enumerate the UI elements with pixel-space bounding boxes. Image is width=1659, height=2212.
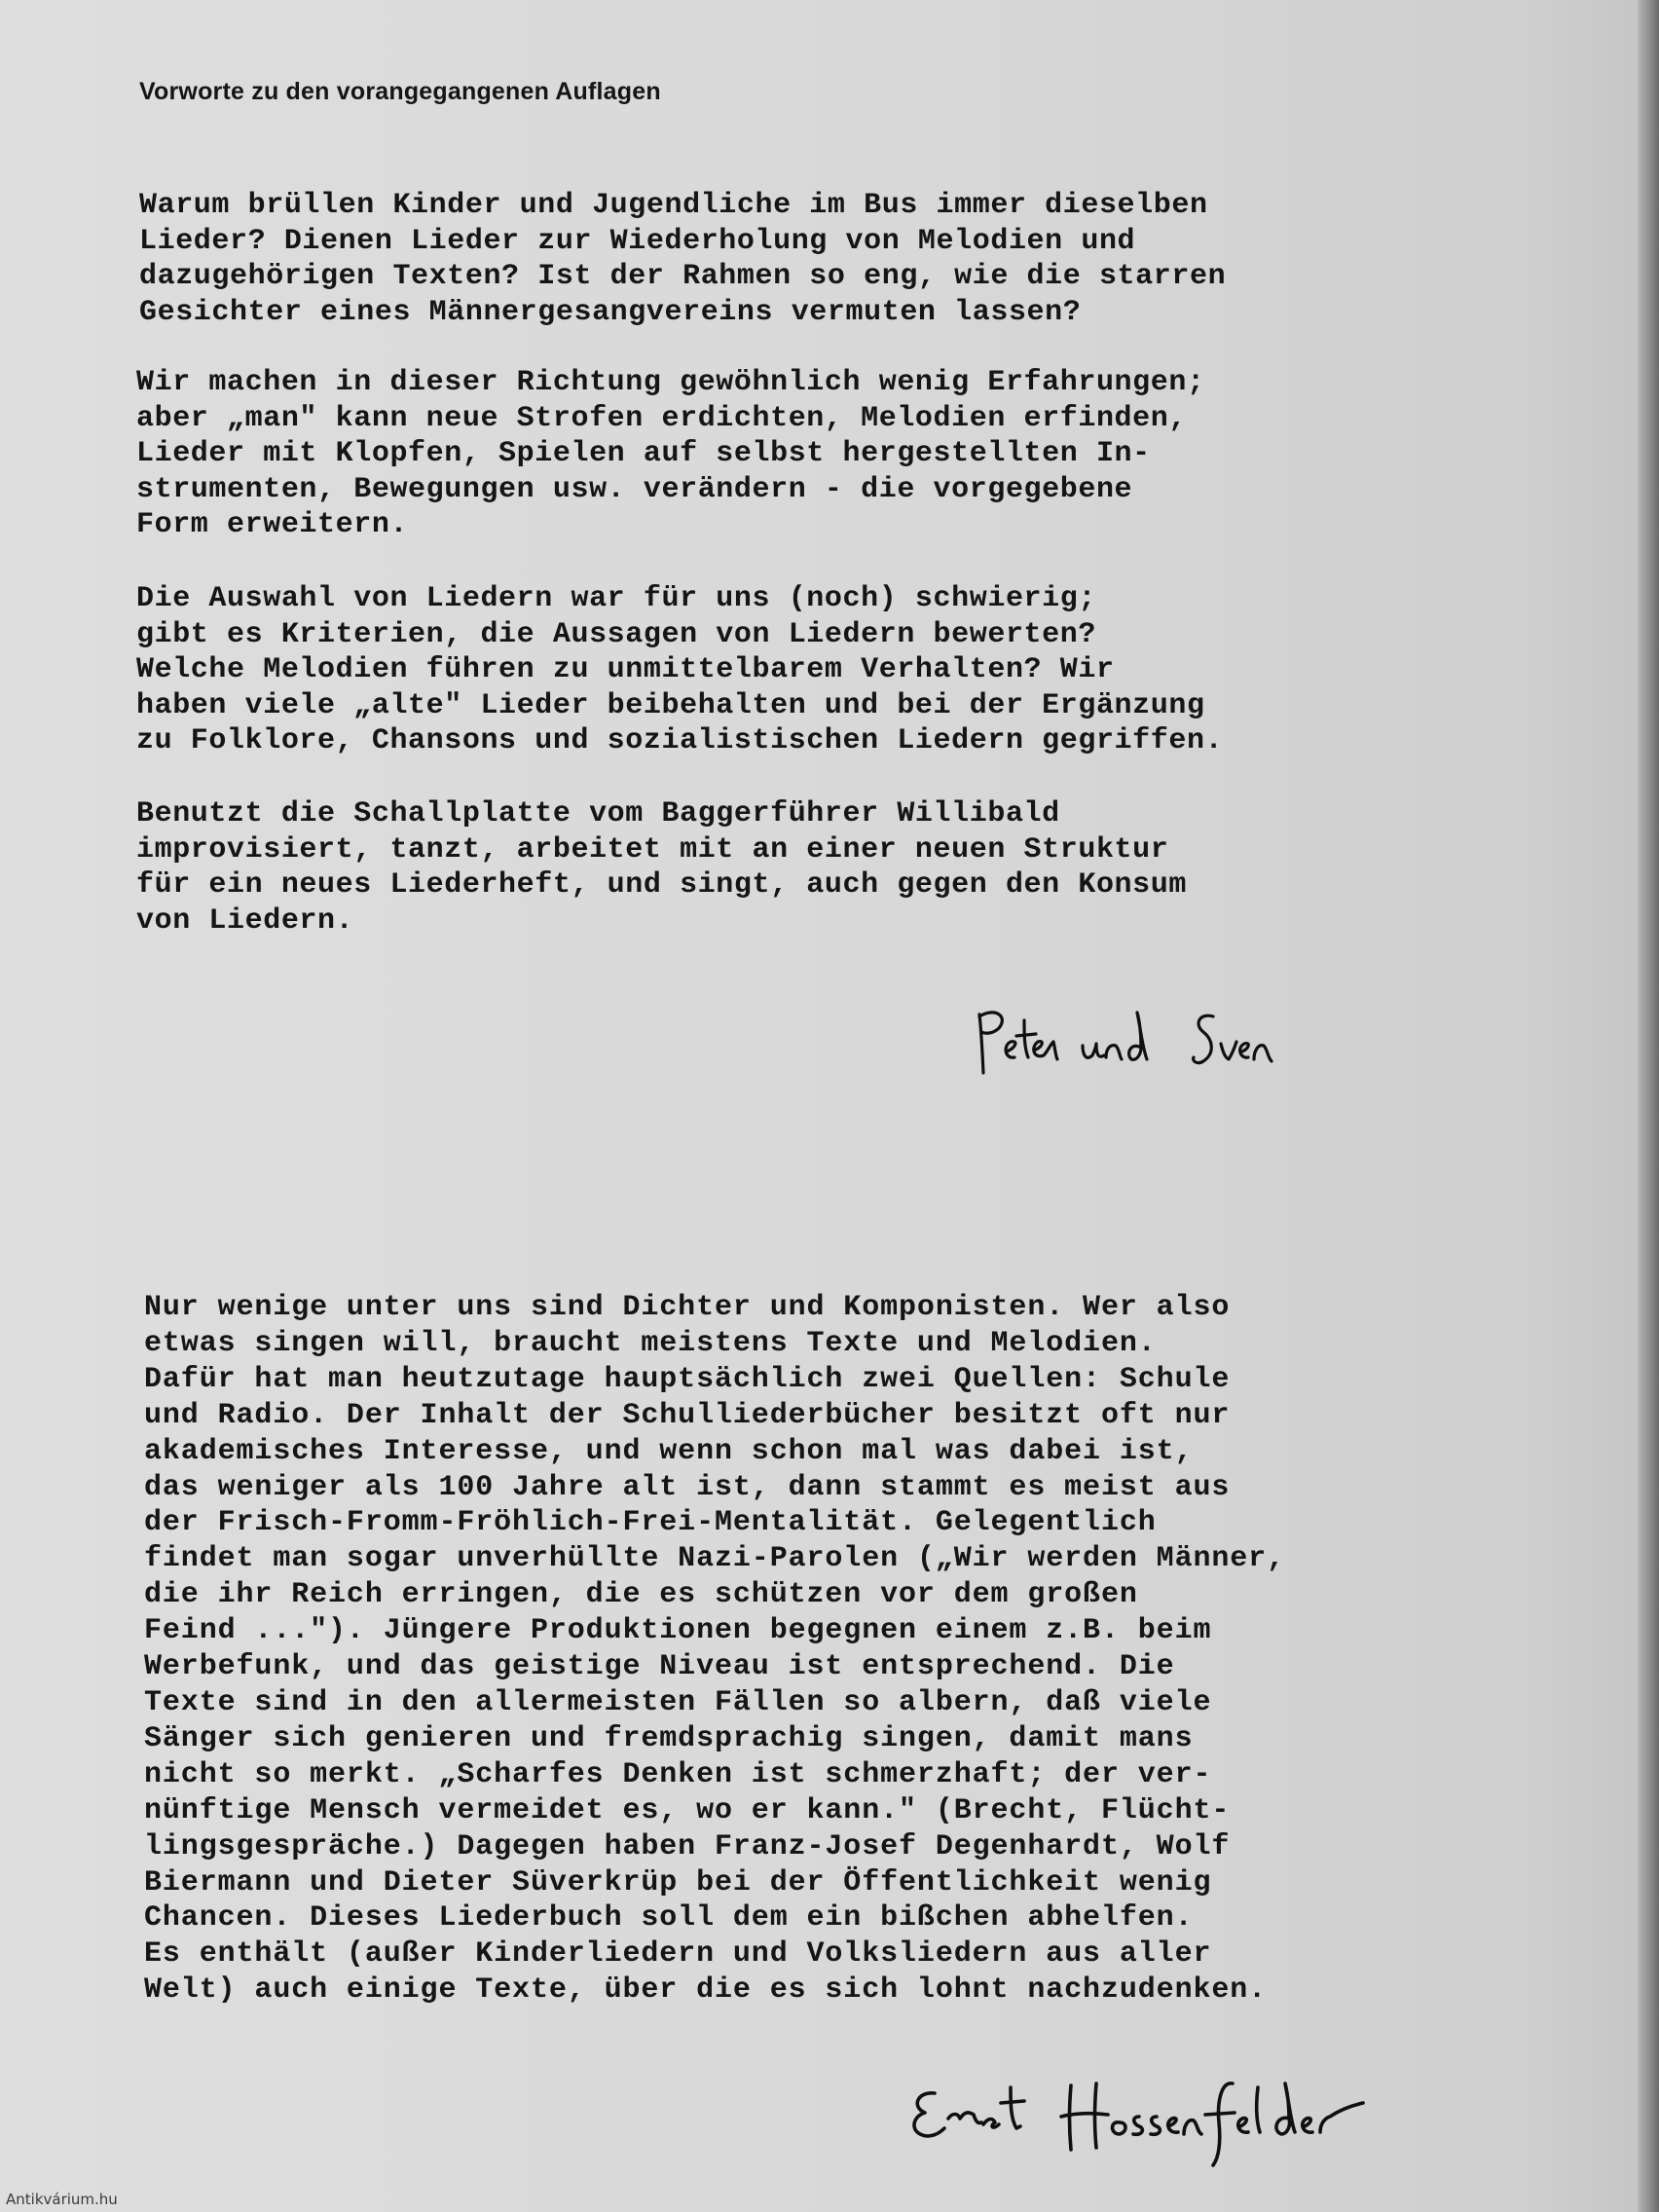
text-line: etwas singen will, braucht meistens Texte und Melodien.	[144, 1326, 1157, 1360]
text-line: Warum brüllen Kinder und Jugendliche im Bus immer dieselben	[139, 189, 1208, 222]
text-line: das weniger als 100 Jahre alt ist, dann stammt es meist aus	[144, 1470, 1231, 1504]
text-line: haben viele „alte" Lieder beibehalten und bei der Ergänzung	[136, 688, 1205, 722]
text-line: Werbefunk, und das geistige Niveau ist entsprechend. Die	[144, 1650, 1175, 1684]
text-line: Texte sind in den allermeisten Fällen so albern, daß viele	[144, 1685, 1212, 1719]
text-line: für ein neues Liederheft, und singt, auch gegen den Konsum	[136, 868, 1187, 902]
text-line: Benutzt die Schallplatte vom Baggerführer Willibald	[136, 797, 1060, 830]
signature-ernst-hossenfelder	[905, 2074, 1431, 2171]
text-line: Nur wenige unter uns sind Dichter und Komponisten. Wer also	[144, 1291, 1231, 1324]
text-line: akademisches Interesse, und wenn schon mal was dabei ist,	[144, 1434, 1194, 1468]
text-line: nicht so merkt. „Scharfes Denken ist schmerzhaft; der ver-	[144, 1757, 1212, 1791]
text-line: Wir machen in dieser Richtung gewöhnlich wenig Erfahrungen;	[136, 366, 1205, 399]
text-line: Gesichter eines Männergesangvereins vermuten lassen?	[139, 295, 1082, 329]
page-edge-shadow	[1638, 0, 1659, 2212]
text-line: Welche Melodien führen zu unmittelbarem Verhalten? Wir	[136, 653, 1115, 686]
text-line: findet man sogar unverhüllte Nazi-Parolen („Wir werden Männer,	[144, 1542, 1285, 1576]
text-line: Chancen. Dieses Liederbuch soll dem ein bißchen abhelfen.	[144, 1901, 1194, 1936]
signature-peter-und-sven	[974, 1003, 1363, 1090]
text-line: strumenten, Bewegungen usw. verändern - die vorgegebene	[136, 472, 1133, 506]
preface1-paragraph-1	[139, 188, 1226, 330]
text-line: gibt es Kriterien, die Aussagen von Liedern bewerten?	[136, 617, 1096, 651]
text-line: von Liedern.	[136, 903, 354, 938]
text-line: zu Folklore, Chansons und sozialistischen Liedern gegriffen.	[136, 724, 1224, 757]
preface2-paragraph	[144, 1290, 1285, 2009]
preface1-paragraph-2	[136, 365, 1205, 543]
text-line: Biermann und Dieter Süverkrüp bei der Öffentlichkeit wenig	[144, 1865, 1212, 1899]
page-heading: Vorworte zu den vorangegangenen Auflagen	[139, 78, 661, 105]
text-line: Es enthält (außer Kinderliedern und Volksliedern aus aller	[144, 1937, 1212, 1972]
text-line: improvisiert, tanzt, arbeitet mit an einer neuen Struktur	[136, 832, 1169, 866]
text-line: dazugehörigen Texten? Ist der Rahmen so eng, wie die starren	[139, 260, 1227, 293]
text-line: Sänger sich genieren und fremdsprachig singen, damit mans	[144, 1721, 1194, 1755]
text-line: Lieder mit Klopfen, Spielen auf selbst hergestellten In-	[136, 437, 1151, 470]
text-line: nünftige Mensch vermeidet es, wo er kann." (Brecht, Flücht-	[144, 1793, 1231, 1827]
preface1-paragraph-4	[136, 796, 1187, 939]
text-line: die ihr Reich erringen, die es schützen vor dem großen	[144, 1578, 1138, 1612]
text-line: Form erweitern.	[136, 508, 409, 541]
text-line: Feind ..."). Jüngere Produktionen begegnen einem z.B. beim	[144, 1614, 1212, 1648]
text-line: Dafür hat man heutzutage hauptsächlich zwei Quellen: Schule	[144, 1362, 1231, 1396]
preface1-paragraph-3	[136, 581, 1223, 759]
text-line: aber „man" kann neue Strofen erdichten, Melodien erfinden,	[136, 401, 1187, 435]
text-line: der Frisch-Fromm-Fröhlich-Frei-Mentalität. Gelegentlich	[144, 1506, 1157, 1540]
watermark: Antikvárium.hu	[6, 2191, 118, 2208]
text-line: Welt) auch einige Texte, über die es sich lohnt nachzudenken.	[144, 1973, 1268, 2008]
text-line: Die Auswahl von Liedern war für uns (noch) schwierig;	[136, 582, 1096, 615]
text-line: und Radio. Der Inhalt der Schulliederbücher besitzt oft nur	[144, 1398, 1231, 1432]
text-line: lingsgespräche.) Dagegen haben Franz-Josef Degenhardt, Wolf	[144, 1829, 1231, 1863]
text-line: Lieder? Dienen Lieder zur Wiederholung von Melodien und	[139, 224, 1136, 258]
